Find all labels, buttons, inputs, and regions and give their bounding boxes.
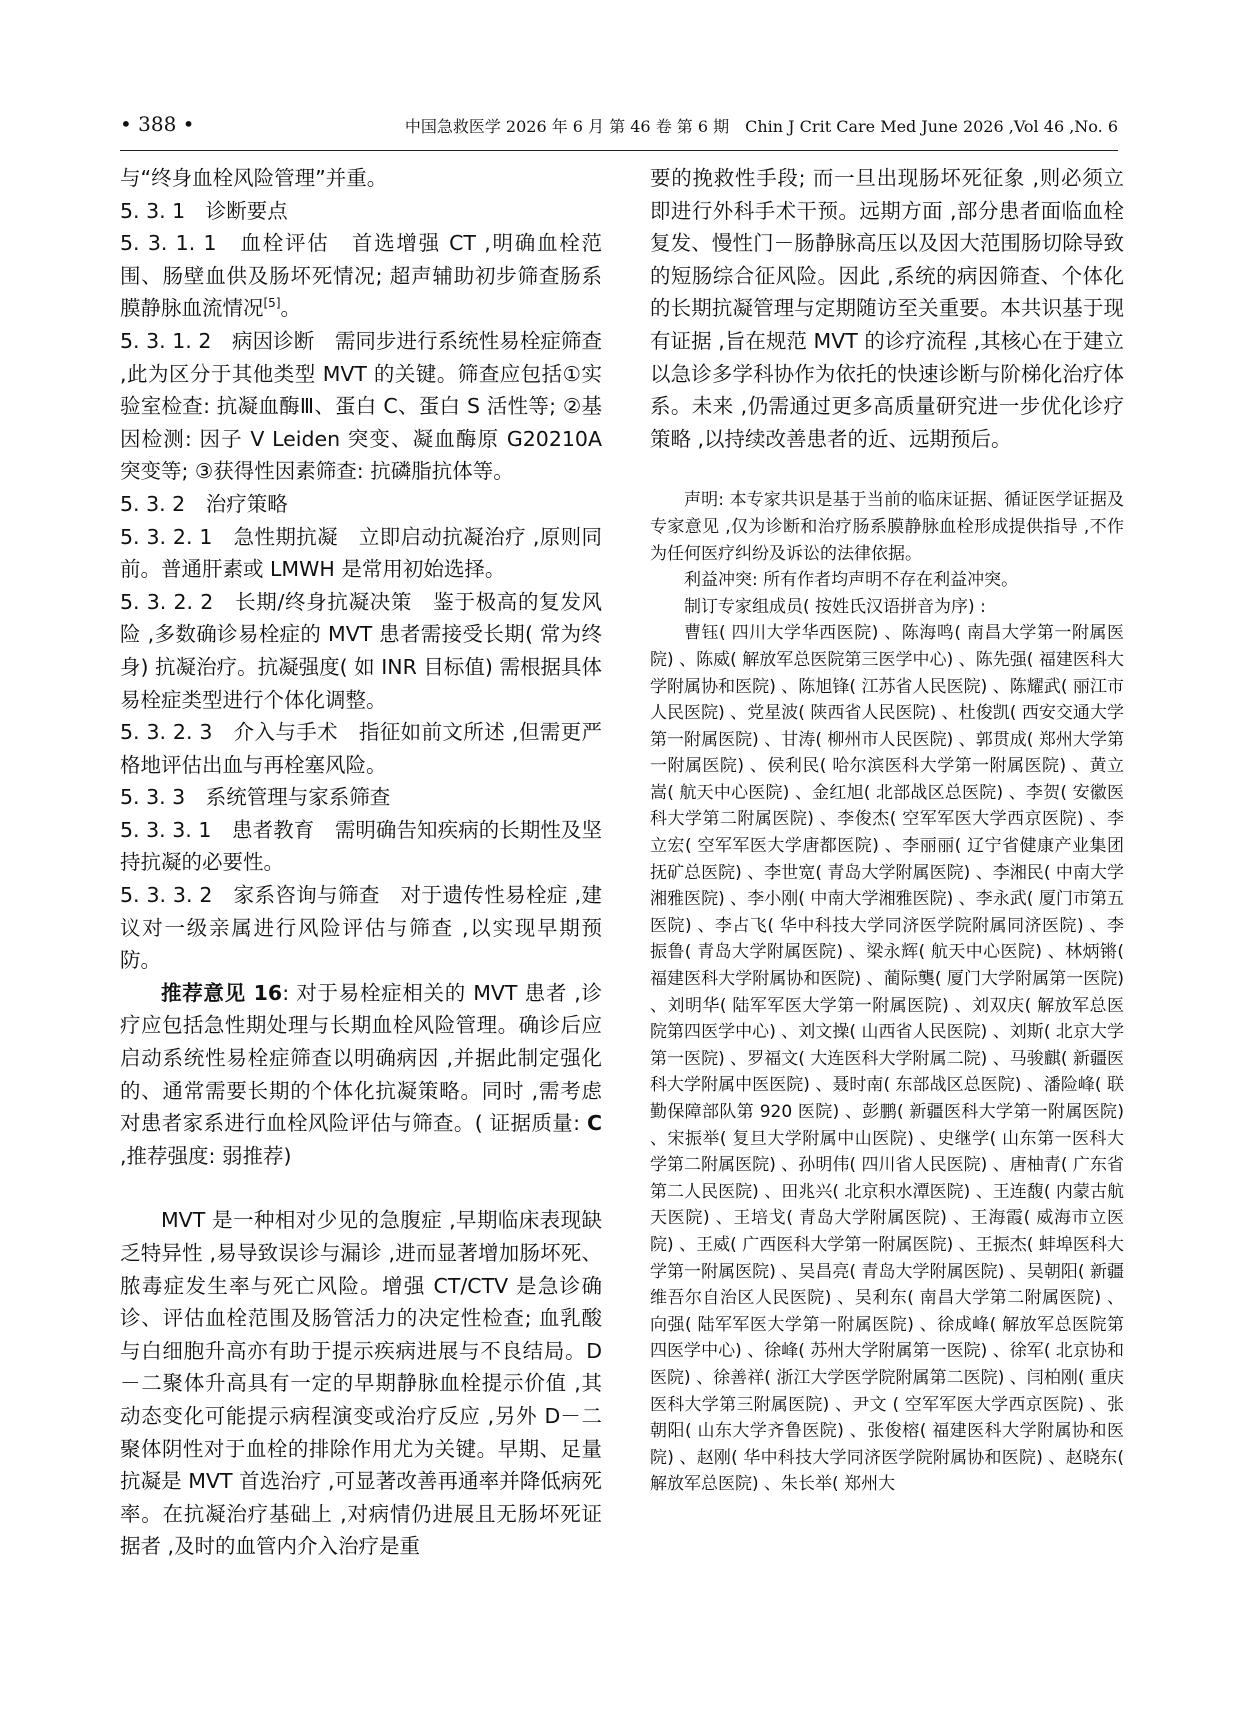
subsection-etiology-diagnosis: 5. 3. 1. 2 病因诊断 需同步进行系统性易栓症筛查 ,此为区分于其他类型 MVT 的关键。筛查应包括①实验室检查: 抗凝血酶Ⅲ、蛋白 C、蛋白 S 活性等; ②基因检测: 因子 V Leiden 突变、凝血酶原 G20210A 突变等; ③获得性因素筛查: 抗磷脂抗体等。 bbox=[120, 328, 602, 484]
subsection-patient-education: 5. 3. 3. 1 患者教育 需明确告知疾病的长期性及坚持抗凝的必要性。 bbox=[120, 817, 602, 875]
spacer bbox=[120, 1172, 602, 1204]
subsection-long-term-anticoagulation: 5. 3. 2. 2 长期/终身抗凝决策 鉴于极高的复发风险 ,多数确诊易栓症的 MVT 患者需接受长期( 常为终身) 抗凝治疗。抗凝强度( 如 INR 目标值) 需根据具体易栓症类型进行个体化调整。 bbox=[120, 589, 602, 712]
experts-list: 曹钰( 四川大学华西医院) 、陈海鸣( 南昌大学第一附属医院) 、陈威( 解放军总医院第三医学中心) 、陈先强( 福建医科大学附属协和医院) 、陈旭锋( 江苏省人民医院) 、陈耀武( 丽江市人民医院) 、党星波( 陕西省人民医院) 、杜俊凯( 西安交通大学第一附属医院) 、甘涛( 柳州市人民医院) 、郭贯成( 郑州大学第一附属医院) 、侯利民( 哈尔滨医科大学第一附属医院) 、黄立嵩( 航天中心医院) 、金红旭( 北部战区总医院) 、李贺( 安徽医科大学第二附属医院) 、李俊杰( 空军军医大学西京医院) 、李立宏( 空军军医大学唐都医院) 、李丽丽( 辽宁省健康产业集团抚矿总医院) 、李世宽( 青岛大学附属医院) 、李湘民( 中南大学湘雅医院) 、李小刚( 中南大学湘雅医院) 、李永武( 厦门市第五医院) 、李占飞( 华中科技大学同济医学院附属同济医院) 、李振鲁( 青岛大学附属医院) 、梁永辉( 航天中心医院) 、林炳锵( 福建医科大学附属协和医院) 、蔺际龑( 厦门大学附属第一医院) 、刘明华( 陆军军医大学第一附属医院) 、刘双庆( 解放军总医院第四医学中心) 、刘文操( 山西省人民医院) 、刘斯( 北京大学第一医院) 、罗福文( 大连医科大学附属二院) 、马骏麒( 新疆医科大学附属中医医院) 、聂时南( 东部战区总医院) 、潘险峰( 联勤保障部队第 920 医院) 、彭鹏( 新疆医科大学第一附属医院) 、宋振举( 复旦大学附属中山医院) 、史继学( 山东第一医科大学第二附属医院) 、孙明伟( 四川省人民医院) 、唐柚青( 广东省第二人民医院) 、田兆兴( 北京积水潭医院) 、王连馥( 内蒙古航天医院) 、王培戈( 青岛大学附属医院) 、王海霞( 威海市立医院) 、王威( 广西医科大学第一附属医院) 、王振杰( 蚌埠医科大学第一附属医院) 、吴昌亮( 青岛大学附属医院) 、吴朝阳( 新疆维吾尔自治区人民医院) 、吴利东( 南昌大学第二附属医院) 、向强( 陆军军医大学第一附属医院) 、徐成峰( 解放军总医院第四医学中心) 、徐峰( 苏州大学附属第一医院) 、徐军( 北京协和医院) 、徐善祥( 浙江大学医学院附属第二医院) 、闫柏刚( 重庆医科大学第三附属医院) 、尹文 ( 空军军医大学西京医院) 、张朝阳( 山东大学齐鲁医院) 、张俊榕( 福建医科大学附属协和医院) 、赵刚( 华中科技大学同济医学院附属协和医院) 、赵晓东( 解放军总医院) 、朱长举( 郑州大 bbox=[650, 623, 1124, 1495]
experts-heading: 制订专家组成员( 按姓氏汉语拼音为序) : bbox=[684, 596, 986, 617]
evidence-grade: C bbox=[586, 1111, 602, 1136]
subsection-family-screening: 5. 3. 3. 2 家系咨询与筛查 对于遗传性易栓症 ,建议对一级亲属进行风险评估与筛查 ,以实现早期预防。 bbox=[120, 883, 602, 973]
right-column bbox=[650, 162, 1124, 1498]
citation-ref: [5] bbox=[263, 296, 281, 311]
thrombus-evaluation-text: 5. 3. 1. 1 血栓评估 首选增强 CT ,明确血栓范围、肠壁血供及肠坏死情况; 超声辅助初步筛查肠系膜静脉血流情况 bbox=[120, 231, 602, 321]
recommendation-end: ,推荐强度: 弱推荐) bbox=[120, 1143, 292, 1168]
declaration: 声明: 本专家共识是基于当前的临床证据、循证医学证据及专家意见 ,仅为诊断和治疗肠系膜静脉血栓形成提供指导 ,不作为任何医疗纠纷及诉讼的法律依据。 bbox=[650, 490, 1124, 564]
recommendation-text: : 对于易栓症相关的 MVT 患者 ,诊疗应包括急性期处理与长期血栓风险管理。确诊后应启动系统性易栓症筛查以明确病因 ,并据此制定强化的、通常需要长期的个体化抗凝策略。同时 ,需考虑对患者家系进行血栓风险评估与筛查。( 证据质量: bbox=[120, 980, 602, 1136]
recommendation-16 bbox=[120, 977, 602, 1173]
spacer bbox=[650, 455, 1124, 487]
page-number: • 388 • bbox=[120, 112, 195, 136]
paragraph-continuation: 与“终身血栓风险管理”并重。 bbox=[120, 166, 388, 190]
summary-paragraph: MVT 是一种相对少见的急腹症 ,早期临床表现缺乏特异性 ,易导致误诊与漏诊 ,进而显著增加肠坏死、脓毒症发生率与死亡风险。增强 CT/CTV 是急诊确诊、评估血栓范围及肠管活力的决定性检查; 血乳酸与白细胞升高亦有助于提示疾病进展与不良结局。D－二聚体升高具有一定的早期静脉血栓提示价值 ,其动态变化可能提示病程演变或治疗反应 ,另外 D－二聚体阴性对于血栓的排除作用尤为关键。早期、足量抗凝是 MVT 首选治疗 ,可显著改善再通率并降低病死率。在抗凝治疗基础上 ,对病情仍进展且无肠坏死证据者 ,及时的血管内介入治疗是重 bbox=[120, 1208, 602, 1559]
thrombus-evaluation-end: 。 bbox=[280, 296, 301, 321]
subsection-thrombus-evaluation bbox=[120, 227, 602, 325]
running-head: 中国急救医学 2026 年 6 月 第 46 卷 第 6 期 Chin J Crit Care Med June 2026 ,Vol 46 ,No. 6 bbox=[404, 117, 1118, 136]
recommendation-label: 推荐意见 16 bbox=[161, 980, 283, 1005]
section-heading-5-3-3: 5. 3. 3 系统管理与家系筛查 bbox=[120, 785, 391, 810]
conflict-of-interest: 利益冲突: 所有作者均声明不存在利益冲突。 bbox=[684, 570, 1019, 591]
header-rule bbox=[120, 150, 1118, 151]
subsection-acute-anticoagulation: 5. 3. 2. 1 急性期抗凝 立即启动抗凝治疗 ,原则同前。普通肝素或 LMWH 是常用初始选择。 bbox=[120, 524, 602, 582]
section-heading-5-3-1: 5. 3. 1 诊断要点 bbox=[120, 198, 288, 223]
section-heading-5-3-2: 5. 3. 2 治疗策略 bbox=[120, 491, 288, 516]
summary-paragraph-continuation: 要的挽救性手段; 而一旦出现肠坏死征象 ,则必须立即进行外科手术干预。远期方面 ,部分患者面临血栓复发、慢性门－肠静脉高压以及因大范围肠切除导致的短肠综合征风险。因此 ,系统的病因筛查、个体化的长期抗凝管理与定期随访至关重要。本共识基于现有证据 ,旨在规范 MVT 的诊疗流程 ,其核心在于建立以急诊多学科协作为依托的快速诊断与阶梯化治疗体系。未来 ,仍需通过更多高质量研究进一步优化诊疗策略 ,以持续改善患者的近、远期预后。 bbox=[650, 166, 1124, 451]
subsection-intervention-surgery: 5. 3. 2. 3 介入与手术 指征如前文所述 ,但需更严格地评估出血与再栓塞风险。 bbox=[120, 720, 602, 777]
left-column bbox=[120, 162, 602, 1563]
